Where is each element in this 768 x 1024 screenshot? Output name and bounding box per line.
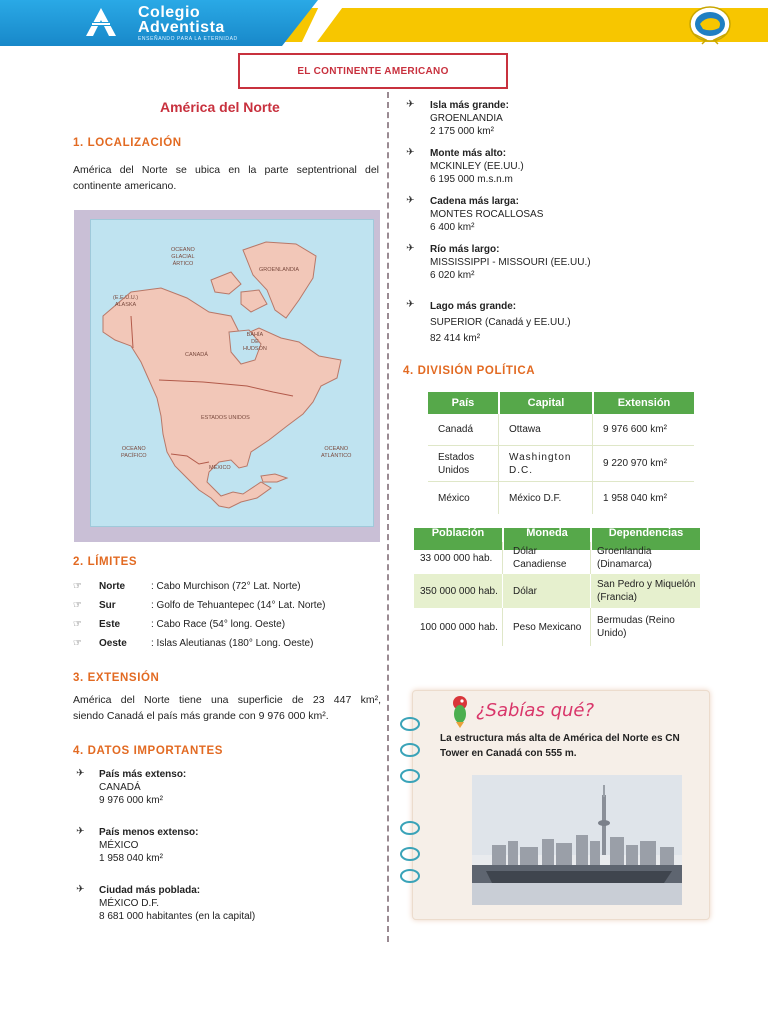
map-label-arctic-ocean: OCEANO GLACIAL ÁRTICO <box>171 247 195 267</box>
document-title-box <box>238 53 508 89</box>
dato-value-2: 9 976 000 km² <box>99 795 163 806</box>
table-row <box>428 414 694 446</box>
hand-pointer-icon: ☞ <box>73 600 82 611</box>
fact-value-2: 2 175 000 km² <box>430 126 494 137</box>
hand-pointer-icon: ☞ <box>73 581 82 592</box>
map-label-canada: CANADÁ <box>185 352 208 358</box>
parrot-icon <box>448 694 472 728</box>
airplane-icon: ✈ <box>406 195 415 206</box>
map-label-mexico: MÉXICO <box>209 465 231 471</box>
table-cell: 350 000 000 hab. <box>420 585 498 597</box>
fact-label: Monte más alto: <box>430 148 507 159</box>
table-cell: Washington D.C. <box>498 446 592 481</box>
airplane-icon: ✈ <box>76 768 85 779</box>
table-cell: Peso Mexicano <box>502 608 590 646</box>
dato-value-1: MÉXICO D.F. <box>99 898 160 909</box>
dato-label: País más extenso: <box>99 769 187 780</box>
table-row <box>414 608 700 646</box>
table-header: Población <box>414 528 502 550</box>
localizacion-text <box>73 162 379 194</box>
map-label-hudson-bay: BAHÍA DE HUDSON <box>243 332 267 352</box>
school-logo-icon <box>84 6 118 38</box>
fact-value-2: 82 414 km² <box>430 333 481 344</box>
table-header-row <box>428 392 694 414</box>
cn-tower-photo <box>472 775 682 905</box>
table-cell: Groenlandia (Dinamarca) <box>590 542 700 574</box>
dato-value-1: CANADÁ <box>99 782 141 793</box>
hand-pointer-icon: ☞ <box>73 638 82 649</box>
fact-value-1: MONTES ROCALLOSAS <box>430 209 544 220</box>
school-seal-icon <box>686 4 734 46</box>
hand-pointer-icon: ☞ <box>73 619 82 630</box>
limite-row <box>73 634 383 653</box>
fact-value-1: SUPERIOR (Canadá y EE.UU.) <box>430 317 571 328</box>
table-row <box>414 574 700 608</box>
map-shapes <box>91 220 375 528</box>
did-you-know-text: La estructura más alta de América del Norte es CN Tower en Canadá con 555 m. <box>440 733 680 759</box>
spiral-binding-icon <box>398 716 424 888</box>
fact-label: Isla más grande: <box>430 100 509 111</box>
dato-value-1: MÉXICO <box>99 840 139 851</box>
limite-row <box>73 577 383 596</box>
dato-label: Ciudad más poblada: <box>99 885 201 896</box>
table-poblacion <box>414 528 700 646</box>
fact-label: Río más largo: <box>430 244 500 255</box>
dato-value-2: 8 681 000 habitantes (en la capital) <box>99 911 256 922</box>
fact-value-2: 6 020 km² <box>430 270 475 281</box>
table-header: País <box>428 392 498 414</box>
map-label-pacific: OCEANO PACÍFICO <box>121 446 147 459</box>
map-label-atlantic: OCEANO ATLÁNTICO <box>321 446 352 459</box>
table-cell: México <box>438 492 470 504</box>
localizacion-text-line2: continente americano. <box>73 180 177 192</box>
limite-row <box>73 596 383 615</box>
table-division-politica <box>428 392 694 514</box>
table-cell: Bermudas (Reino Unido) <box>590 608 700 646</box>
table-header: Dependencias <box>592 528 700 550</box>
section-localizacion-title: 1. LOCALIZACIÓN <box>73 137 182 149</box>
table-cell: 100 000 000 hab. <box>420 621 498 633</box>
table-cell: San Pedro y Miquelón (Francia) <box>590 574 700 608</box>
main-title: América del Norte <box>160 99 280 115</box>
extension-text-line2: siendo Canadá el país más grande con 9 976 000 km². <box>73 710 329 722</box>
table-row <box>414 542 700 574</box>
map-label-alaska: (E.E.U.U.) ALASKA <box>113 295 139 308</box>
extension-text-line1: América del Norte tiene una superficie de 23 447 km², <box>73 694 381 706</box>
table-row <box>428 482 694 514</box>
document-title: EL CONTINENTE AMERICANO <box>297 65 449 77</box>
school-name <box>138 5 225 35</box>
table-header: Moneda <box>504 528 590 550</box>
limite-value: : Golfo de Tehuantepec (14° Lat. Norte) <box>151 600 326 611</box>
airplane-icon: ✈ <box>406 243 415 254</box>
limite-direction: Este <box>99 619 121 630</box>
fact-value-1: GROENLANDIA <box>430 113 503 124</box>
dato-value-2: 1 958 040 km² <box>99 853 163 864</box>
limite-value: : Cabo Race (54° long. Oeste) <box>151 619 286 630</box>
north-america-map <box>90 219 374 527</box>
fact-value-1: MCKINLEY (EE.UU.) <box>430 161 524 172</box>
fact-value-2: 6 400 km² <box>430 222 475 233</box>
table-cell: Canadá <box>438 424 474 435</box>
dato-label: País menos extenso: <box>99 827 199 838</box>
column-divider <box>387 92 389 942</box>
table-header: Extensión <box>594 392 694 414</box>
section-limites-title: 2. LÍMITES <box>73 556 138 568</box>
limite-value: : Islas Aleutianas (180° Long. Oeste) <box>151 638 314 649</box>
fact-label: Lago más grande: <box>430 301 517 312</box>
airplane-icon: ✈ <box>76 826 85 837</box>
section-division-title: 4. DIVISIÓN POLÍTICA <box>403 365 536 377</box>
school-name-line2: Adventista <box>138 19 225 36</box>
extension-text <box>73 692 381 724</box>
fact-label: Cadena más larga: <box>430 196 519 207</box>
table-cell: Estados Unidos <box>438 451 475 476</box>
school-name-line1: Colegio <box>138 4 201 21</box>
fact-value-2: 6 195 000 m.s.n.m <box>430 174 513 185</box>
limite-row <box>73 615 383 634</box>
map-label-greenland: GROENLANDIA <box>259 267 300 273</box>
table-row <box>428 446 694 482</box>
airplane-icon: ✈ <box>406 299 415 310</box>
table-cell: 1 958 040 km² <box>592 482 694 514</box>
airplane-icon: ✈ <box>406 147 415 158</box>
school-tagline: ENSEÑANDO PARA LA ETERNIDAD <box>138 36 238 42</box>
table-cell: 9 976 600 km² <box>592 414 694 445</box>
limite-direction: Sur <box>99 600 116 611</box>
table-cell: México D.F. <box>498 482 592 514</box>
fact-value-1: MISSISSIPPI - MISSOURI (EE.UU.) <box>430 257 591 268</box>
section-datos-title: 4. DATOS IMPORTANTES <box>73 745 224 757</box>
table-header: Capital <box>500 392 592 414</box>
airplane-icon: ✈ <box>76 884 85 895</box>
table-cell: 33 000 000 hab. <box>420 552 493 564</box>
localizacion-text-line1: América del Norte se ubica en la parte septentrional del <box>73 164 379 176</box>
section-extension-title: 3. EXTENSIÓN <box>73 672 160 684</box>
limite-direction: Norte <box>99 581 126 592</box>
did-you-know-title: ¿Sabías qué? <box>476 700 595 721</box>
limites-list <box>73 577 383 653</box>
table-cell: Ottawa <box>498 414 592 445</box>
table-cell: Dólar Canadiense <box>502 542 590 574</box>
table-cell: Dólar <box>502 574 590 608</box>
airplane-icon: ✈ <box>406 99 415 110</box>
map-label-usa: ESTADOS UNIDOS <box>201 415 250 421</box>
limite-value: : Cabo Murchison (72° Lat. Norte) <box>151 581 301 592</box>
table-cell: 9 220 970 km² <box>592 446 694 481</box>
limite-direction: Oeste <box>99 638 127 649</box>
